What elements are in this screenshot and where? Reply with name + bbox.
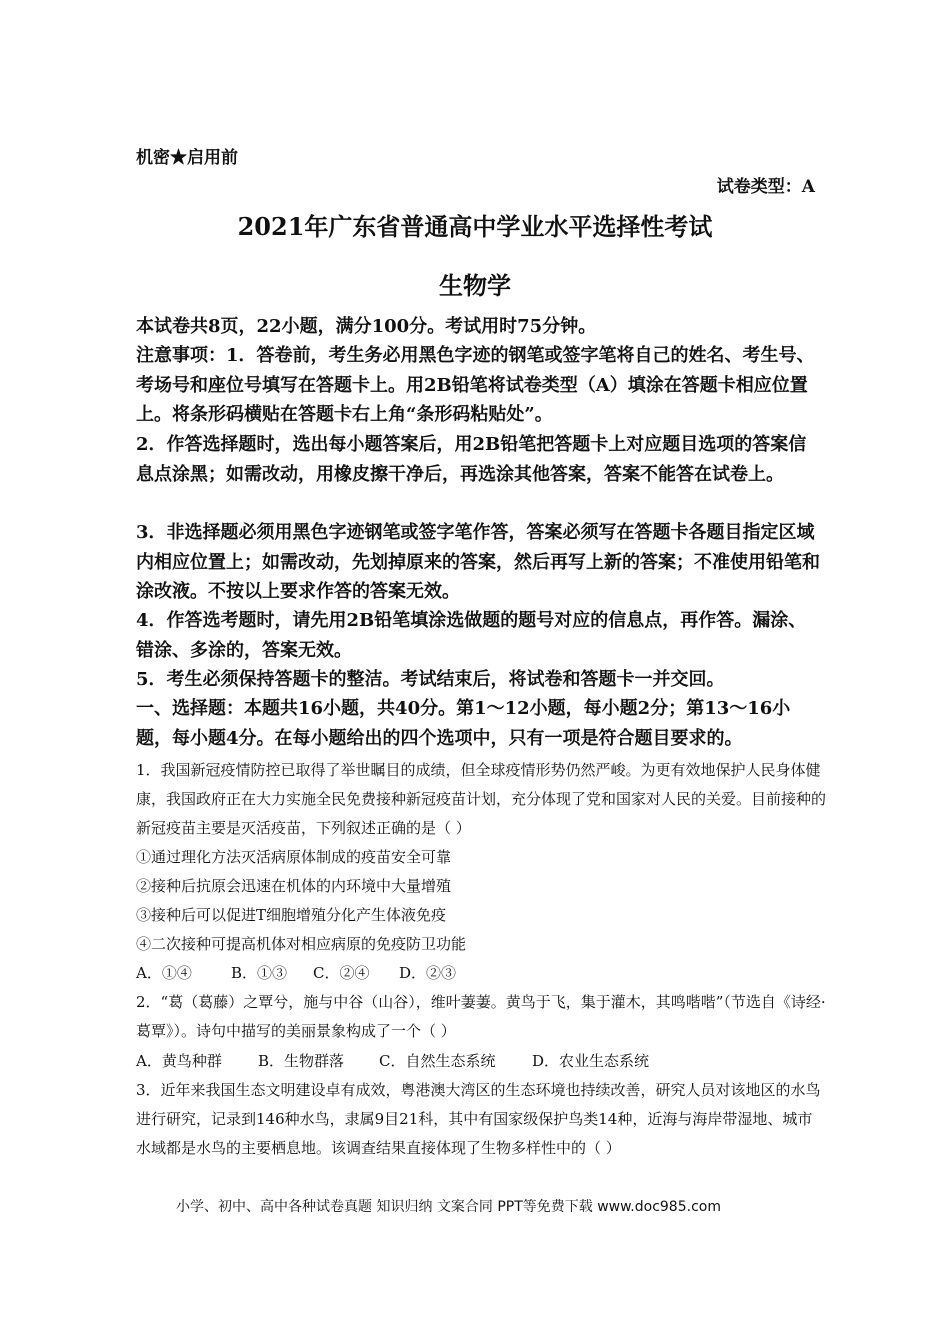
confidential-label: 机密★启用前 (136, 148, 238, 168)
question-1-options (136, 959, 826, 988)
question-2-stem: 2．“葛（葛藤）之覃兮，施与中谷（山谷），维叶萋萋。黄鸟于飞，集于灌木，其鸣喈喈”（节选自《诗经·葛覃》）。诗句中描写的美丽景象构成了一个（ ） (136, 993, 826, 1041)
page-footer: 小学、初中、高中各种试卷真题 知识归纳 文案合同 PPT等免费下载 www.doc985.com (176, 1199, 721, 1215)
q2-option-b: B．生物群落 (258, 1052, 345, 1070)
question-1-stem: 1．我国新冠疫情防控已取得了举世瞩目的成绩，但全球疫情形势仍然严峻。为更有效地保护人民身体健康，我国政府正在大力实施全民免费接种新冠疫苗计划，充分体现了党和国家对人民的关爱。目前接种的新冠疫苗主要是灭活疫苗，下列叙述正确的是（ ） (136, 761, 827, 838)
question-1-item-4: ④二次接种可提高机体对相应病原的免疫防卫功能 (136, 935, 467, 953)
question-3-stem: 3．近年来我国生态文明建设卓有成效，粤港澳大湾区的生态环境也持续改善，研究人员对该地区的水鸟进行研究，记录到146种水鸟，隶属9目21科，其中有国家级保护鸟类14种，近海与海岸带湿地、城市水域都是水鸟的主要栖息地。该调查结果直接体现了生物多样性中的（ ） (136, 1081, 821, 1158)
question-1-item-2: ②接种后抗原会迅速在机体的内环境中大量增殖 (136, 877, 452, 895)
paper-type-label: 试卷类型：A (716, 177, 815, 197)
question-1-item-3: ③接种后可以促进T细胞增殖分化产生体液免疫 (136, 906, 447, 924)
note-3: 3．非选择题必须用黑色字迹钢笔或签字笔作答，答案必须写在答题卡各题目指定区域内相应位置上；如需改动，先划掉原来的答案，然后再写上新的答案；不准使用铅笔和涂改液。不按以上要求作答的答案无效。 (136, 522, 820, 602)
exam-intro: 本试卷共8页，22小题，满分100分。考试用时75分钟。 (136, 316, 597, 337)
note-5: 5．考生必须保持答题卡的整洁。考试结束后，将试卷和答题卡一并交回。 (136, 669, 725, 690)
subject-title: 生物学 (439, 271, 511, 300)
q1-option-b: B．①③ (231, 964, 288, 982)
section-heading: 一、选择题：本题共16小题，共40分。第1～12小题，每小题2分；第13～16小题，每小题4分。在每小题给出的四个选项中，只有一项是符合题目要求的。 (136, 698, 791, 749)
q2-option-d: D．农业生态系统 (532, 1052, 650, 1070)
q1-option-d: D．②③ (399, 964, 457, 982)
q1-option-c: C．②④ (313, 964, 370, 982)
q2-option-a: A．黄鸟种群 (136, 1052, 222, 1070)
note-4: 4．作答选考题时，请先用2B铅笔填涂选做题的题号对应的信息点，再作答。漏涂、错涂、多涂的，答案无效。 (136, 610, 807, 661)
note-2: 2．作答选择题时，选出每小题答案后，用2B铅笔把答题卡上对应题目选项的答案信息点涂黑；如需改动，用橡皮擦干净后，再选涂其他答案，答案不能答在试卷上。 (136, 434, 807, 485)
q1-option-a: A．①④ (136, 964, 192, 982)
question-2-options (136, 1047, 826, 1076)
q2-option-c: C．自然生态系统 (379, 1052, 496, 1070)
note-1: 注意事项：1．答卷前，考生务必用黑色字迹的钢笔或签字笔将自己的姓名、考生号、考场号和座位号填写在答题卡上。用2B铅笔将试卷类型（A）填涂在答题卡相应位置上。将条形码横贴在答题卡右上角“条形码粘贴处”。 (136, 345, 815, 425)
exam-title: 2021年广东省普通高中学业水平选择性考试 (237, 212, 713, 241)
question-1-item-1: ①通过理化方法灭活病原体制成的疫苗安全可靠 (136, 848, 452, 866)
